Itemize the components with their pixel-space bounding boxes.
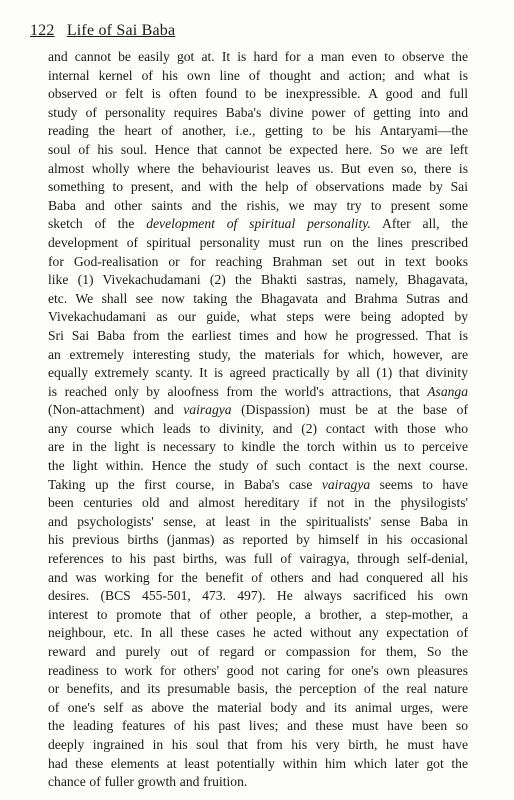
- body-text: [48, 48, 468, 792]
- text-line: are in the light is necessary to kindle the torch within us to perceive: [48, 439, 468, 455]
- italic-phrase: vairagya: [183, 402, 232, 418]
- text-line: readiness to work for others' good not caring for one's own pleasures: [48, 662, 468, 678]
- text-line: (Non-attachment) and vairagya (Dispassion) must be at the base of: [48, 402, 468, 418]
- running-title: Life of Sai Baba: [66, 22, 176, 39]
- text-line: Sri Sai Baba from the earliest times and how he progressed. That is: [48, 327, 468, 343]
- text-line: and was working for the benefit of others and had conquered all his: [48, 569, 468, 585]
- text-line: any course which leads to divinity, and (2) contact with those who: [48, 420, 468, 436]
- text-line: almost wholly where the behaviourist leaves us. But even so, there is: [48, 160, 468, 176]
- text-line: of one's self as above the material body and its animal urges, were: [48, 699, 468, 715]
- text-line: etc. We shall see now taking the Bhagavata and Brahma Sutras and: [48, 290, 468, 306]
- text-line: had these elements at least potentially within him which later got the: [48, 755, 468, 771]
- text-line: or benefits, and its presumable basis, the perception of the real nature: [48, 681, 468, 697]
- text-line: soul of his soul. Hence that cannot be expected here. So we are left: [48, 141, 468, 157]
- text-line: deeply ingrained in his soul that from his very birth, he must have: [48, 736, 468, 752]
- text-line: Vivekachudamani as our guide, what steps were being adopted by: [48, 309, 468, 325]
- text-line: internal kernel of his own line of thought and action; and what is: [48, 67, 468, 83]
- text-line: like (1) Vivekachudamani (2) the Bhakti sastras, namely, Bhagavata,: [48, 272, 468, 288]
- text-line: references to his past births, was full of vairagya, through self-denial,: [48, 551, 468, 567]
- text-line: desires. (BCS 455-501, 473. 497). He always sacrificed his own: [48, 588, 468, 604]
- italic-phrase: development of spiritual personality.: [146, 216, 371, 232]
- italic-phrase: Asanga: [427, 383, 468, 399]
- text-line: the leading features of his past lives; and these must have been so: [48, 718, 468, 734]
- text-line: and psychologists' sense, at least in the spiritualists' sense Baba in: [48, 513, 468, 529]
- text-line: observed or felt is often found to be inexpressible. A good and full: [48, 86, 468, 102]
- text-line: chance of fuller growth and fruition.: [48, 774, 248, 790]
- page-number: 122: [30, 22, 55, 39]
- text-line: equally extremely scanty. It is agreed practically by all (1) that divinity: [48, 365, 468, 381]
- text-line: development of spiritual personality must run on the lines prescribed: [48, 234, 468, 250]
- text-line: and cannot be easily got at. It is hard for a man even to observe the: [48, 49, 468, 64]
- text-line: neighbour, etc. In all these cases he acted without any expectation of: [48, 625, 468, 641]
- text-line: been centuries old and almost hereditary if not in the physilogists': [48, 495, 468, 511]
- text-line: his previous births (janmas) as reported by himself in his occasional: [48, 532, 468, 548]
- text-line: for God-realisation or for reaching Brahman set out in text books: [48, 253, 468, 269]
- text-line: study of personality requires Baba's divine power of getting into and: [48, 104, 468, 120]
- italic-phrase: vairagya: [321, 476, 371, 492]
- text-line: is reached only by aloofness from the world's attractions, that Asanga: [48, 383, 468, 399]
- text-line: reading the heart of another, i.e., getting to be his Antaryami—the: [48, 123, 468, 139]
- text-line: sketch of the development of spiritual personality. After all, the: [48, 216, 468, 232]
- text-line: reward and purely out of regard or compassion for them, So the: [48, 644, 468, 659]
- text-line: the light within. Hence the study of such contact is the next course.: [48, 458, 468, 474]
- page-header: [30, 20, 470, 42]
- text-line: an extremely interesting study, the materials for which, however, are: [48, 346, 468, 362]
- text-line: Baba and other saints and the rishis, we may try to present some: [48, 197, 468, 213]
- text-line: interest to promote that of other people, a brother, a step-mother, a: [48, 606, 468, 622]
- text-line: something to present, and with the help of observations made by Sai: [48, 179, 468, 195]
- text-line: Taking up the first course, in Baba's case vairagya seems to have: [48, 476, 468, 492]
